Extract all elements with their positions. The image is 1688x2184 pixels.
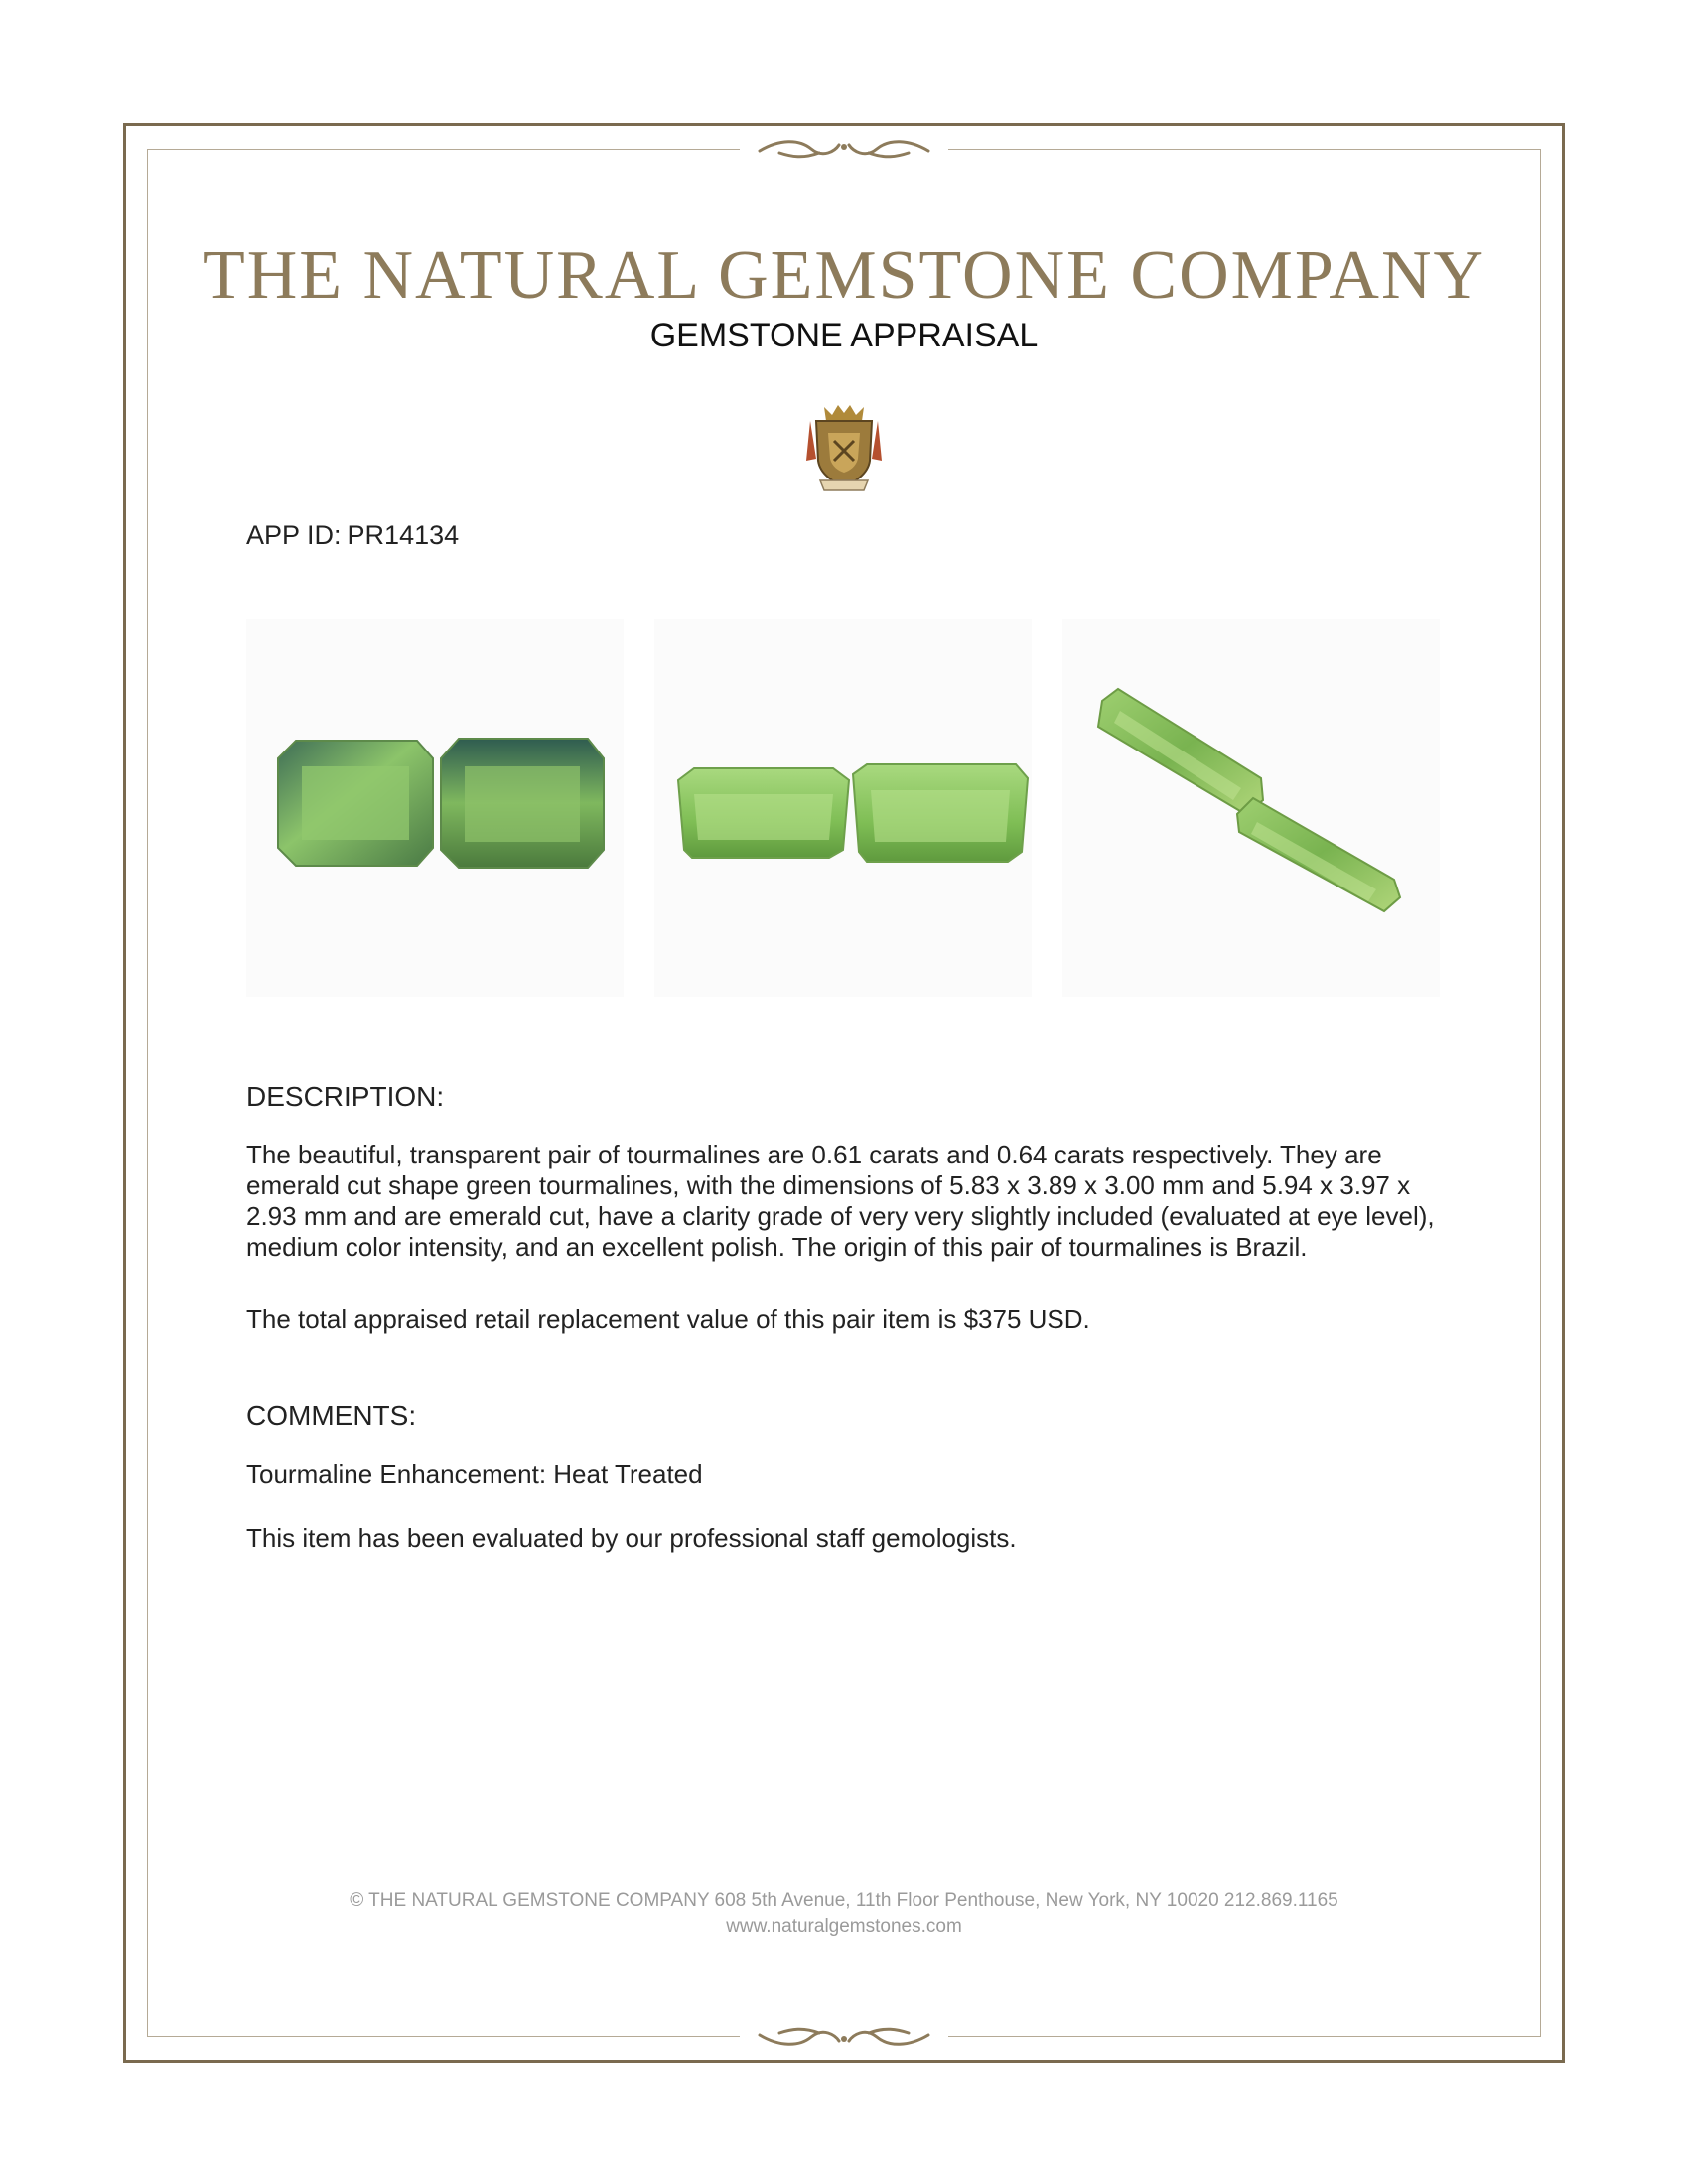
- app-id: [246, 518, 465, 552]
- comments-heading: COMMENTS:: [246, 1400, 417, 1431]
- enhancement-comment: Tourmaline Enhancement: Heat Treated: [246, 1459, 703, 1489]
- evaluation-note: This item has been evaluated by our professional staff gemologists.: [246, 1523, 1017, 1553]
- footer-website: www.naturalgemstones.com: [726, 1916, 962, 1937]
- gemstone-photo-front: [246, 619, 624, 997]
- company-name: THE NATURAL GEMSTONE COMPANY: [202, 237, 1486, 314]
- scroll-ornament-icon: [740, 129, 948, 169]
- app-id-value: PR14134: [347, 520, 460, 550]
- description-heading: DESCRIPTION:: [246, 1081, 445, 1112]
- scroll-ornament-icon: [740, 2017, 948, 2057]
- document-type: GEMSTONE APPRAISAL: [649, 317, 1039, 354]
- footer-address: © THE NATURAL GEMSTONE COMPANY 608 5th Avenue, 11th Floor Penthouse, New York, NY 10020 212.869.1165: [350, 1890, 1338, 1911]
- gemstone-photos: [246, 619, 1442, 997]
- gemstone-photo-side: [654, 619, 1032, 997]
- description-body: The beautiful, transparent pair of tourmalines are 0.61 carats and 0.64 carats respectively. They are emerald cut shape green tourmalines, with the dimensions of 5.83 x 3.89 x 3.00 mm and 5.94 x 3.97 x 2.93 mm and are emerald cut, have a clarity grade of very very slightly included (evaluated at eye level), medium color intensity, and an excellent polish. The origin of this pair of tourmalines is Brazil.: [246, 1140, 1435, 1262]
- app-id-label: APP ID:: [246, 520, 342, 550]
- company-crest-icon: [802, 401, 886, 496]
- appraised-value-statement: The total appraised retail replacement value of this pair item is $375 USD.: [246, 1304, 1090, 1334]
- gemstone-photo-angled: [1062, 619, 1440, 997]
